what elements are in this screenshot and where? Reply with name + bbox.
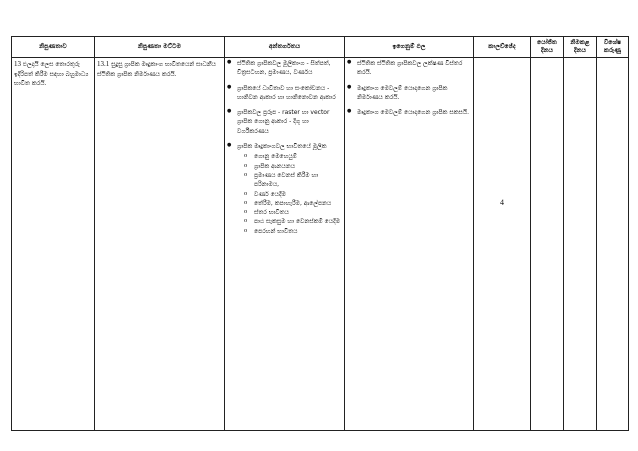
- competency-level-cell: [95, 58, 225, 431]
- learning-outcomes-cell: [345, 58, 474, 431]
- content-item: [227, 84, 342, 103]
- lesson-plan-table: [11, 36, 629, 431]
- content-subitem: o ප්‍රමාණය වෙනස් කිරීම හා පරිනාමය,: [244, 171, 342, 190]
- header-competency-level: නිපුණතා මට්ටම: [95, 37, 225, 58]
- competency-level-number: 13.1: [97, 60, 110, 68]
- periods-value: 4: [500, 198, 504, 207]
- content-subitem: o ග්‍රාපික ආනයනය: [244, 162, 342, 171]
- header-remarks: විශේෂ කරුණු: [597, 37, 629, 58]
- periods-cell: [474, 58, 531, 431]
- content-sublist: [237, 152, 342, 236]
- content-subitem: o පාඨ සැකසුම හා වෙනස්කම් යෙදීම: [244, 217, 342, 226]
- content-item-text: ග්‍රාපිකවල ප්‍රරූප - raster හා vector ග්‍රාපික ගොනු ආකාර - දිගු හා වර්ගීකරණය: [237, 109, 330, 135]
- header-content: අන්තර්ගතය: [225, 37, 345, 58]
- content-item: [227, 142, 342, 236]
- header-proposed-date: යෝජිත දිනය: [531, 37, 564, 58]
- header-learning-outcomes: ඉගෙනුම් ඵල: [345, 37, 474, 58]
- header-periods: කාලච්ඡේද: [474, 37, 531, 58]
- header-row: [12, 37, 629, 58]
- content-item-text: ස්ථිතික ග්‍රාපිකවල මූලිකාංග - සිත්පත්, චිත්‍රසටහන, ප්‍රමාණය, වර්ණය: [237, 60, 331, 77]
- content-subitem: o පෙරහන් භාවිතය: [244, 227, 342, 236]
- content-item: [227, 108, 342, 136]
- content-item-text: ග්‍රාපිකයේ ධාවිතාව හා සංකෝචනය - හානිවන ආකාර හා හානිනොවන ආකාර: [237, 84, 336, 101]
- content-subitem: o තේරීම, කපාහැරීම, ආලේපනය: [244, 199, 342, 208]
- table-row: [12, 58, 629, 431]
- remarks-cell: [597, 58, 629, 431]
- content-subitem: o ගොනු මෙහෙයුම්: [244, 152, 342, 161]
- outcomes-list: [347, 59, 471, 117]
- content-subitem: o ස්තර භාවිතය: [244, 208, 342, 217]
- content-item-text: ග්‍රාපික මෘදුකාංගවල භාවිතයේ මූලික: [237, 143, 327, 151]
- outcome-item: ● ස්ථිතික ස්ථිතික ග්‍රාපිකවල ලක්ෂණ විස්තර කරයි.: [347, 59, 471, 78]
- completed-date-cell: [564, 58, 597, 431]
- outcome-item: ● මෘදුකාංග මෙවලම් යොදාගෙන ග්‍රාපික නිර්මාණය කරයි.: [347, 84, 471, 103]
- content-cell: [225, 58, 345, 431]
- content-list: [227, 59, 342, 236]
- competency-level-text: සුදුසු ග්‍රාපික මෘදුකාංග භාවිතයෙන් සාධනීය ස්ථිතික ග්‍රාපික නිර්මාණය කරයි.: [97, 61, 216, 78]
- content-subitem: o වර්ණ යෙදීම: [244, 190, 342, 199]
- outcome-item: ● මෘදුකාංග මෙවලම් යොදාගෙන ග්‍රාපික සකසයි.: [347, 108, 471, 117]
- content-item: [227, 59, 342, 78]
- competency-cell: [12, 58, 95, 431]
- proposed-date-cell: [531, 58, 564, 431]
- header-competency: නිපුණතාව: [12, 37, 95, 58]
- competency-number: 13: [14, 60, 21, 68]
- competency-text: එලදායී ලෙස තොරතුරු ඉදිරිපත් කිරීම සඳහා බහුමාධ්‍ය භාවිත කරයි.: [14, 61, 89, 88]
- header-completed-date: නිමකළ දිනය: [564, 37, 597, 58]
